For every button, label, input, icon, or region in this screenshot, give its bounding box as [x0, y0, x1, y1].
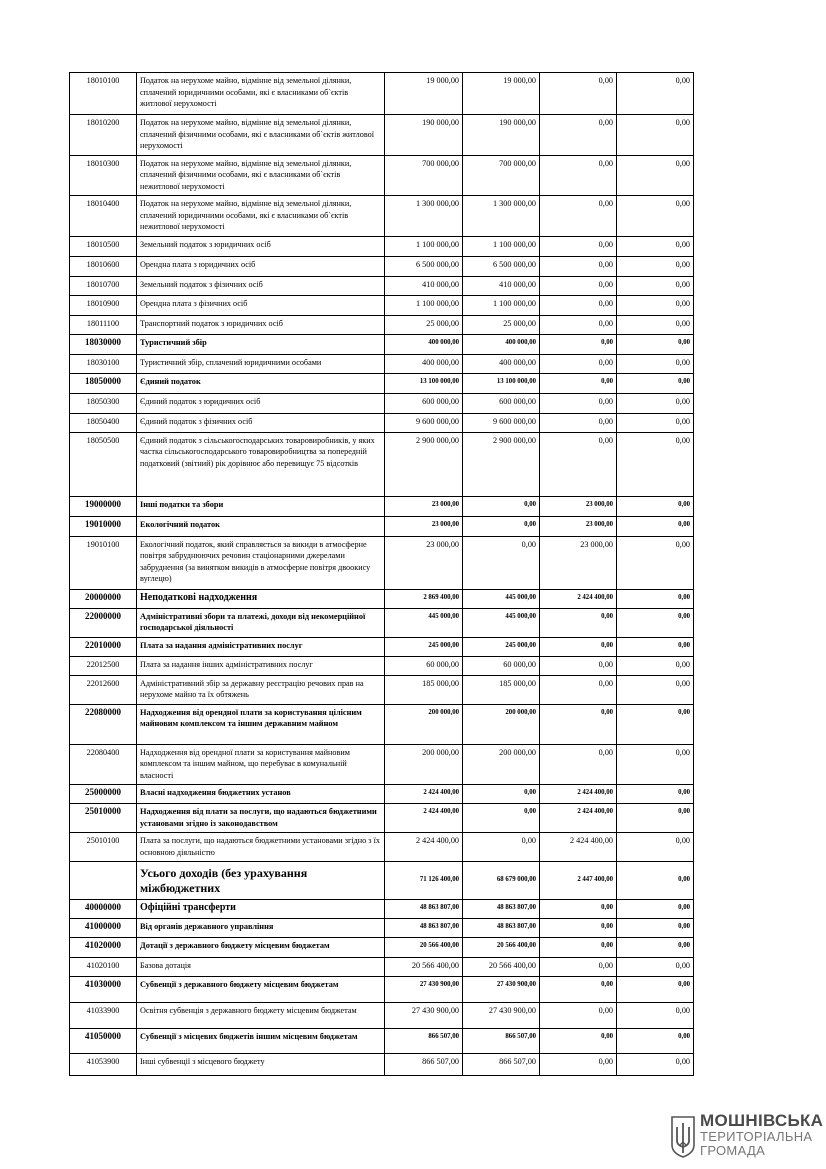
- table-row: [70, 804, 694, 833]
- row-code: 25000000: [70, 785, 137, 804]
- row-development-budget: 0,00: [617, 155, 694, 196]
- row-general-fund: 445 000,00: [463, 589, 540, 608]
- row-special-fund: 0,00: [540, 236, 617, 256]
- row-development-budget: 0,00: [617, 196, 694, 237]
- row-name: Податок на нерухоме майно, відмінне від земельної ділянки, сплачений фізичними особами, які є власниками об`єктів нежитлової нерухомості: [137, 155, 385, 196]
- row-code: 41030000: [70, 977, 137, 1003]
- table-row: [70, 919, 694, 938]
- row-code: 18010900: [70, 295, 137, 315]
- row-code: 18050500: [70, 432, 137, 496]
- row-name: Єдиний податок: [137, 373, 385, 393]
- row-code: 41000000: [70, 919, 137, 938]
- table-row: [70, 393, 694, 413]
- row-development-budget: 0,00: [617, 432, 694, 496]
- row-total: 9 600 000,00: [385, 413, 463, 432]
- row-development-budget: 0,00: [617, 413, 694, 432]
- row-special-fund: 0,00: [540, 393, 617, 413]
- row-code: 25010000: [70, 804, 137, 833]
- row-development-budget: 0,00: [617, 833, 694, 862]
- row-general-fund: 20 566 400,00: [463, 938, 540, 958]
- table-row: [70, 155, 694, 196]
- row-total: 185 000,00: [385, 675, 463, 704]
- row-code: 41033900: [70, 1003, 137, 1029]
- row-general-fund: 20 566 400,00: [463, 958, 540, 977]
- row-total: 71 126 400,00: [385, 862, 463, 900]
- row-general-fund: 48 863 807,00: [463, 900, 540, 919]
- row-code: 22000000: [70, 608, 137, 637]
- row-general-fund: 0,00: [463, 536, 540, 589]
- row-code: 18010700: [70, 276, 137, 295]
- row-name: Єдиний податок з фізичних осіб: [137, 413, 385, 432]
- row-total: 400 000,00: [385, 354, 463, 373]
- row-total: 60 000,00: [385, 656, 463, 675]
- table-row: [70, 413, 694, 432]
- row-name: Інші податки та збори: [137, 496, 385, 516]
- row-name: Земельний податок з фізичних осіб: [137, 276, 385, 295]
- row-code: 22080400: [70, 744, 137, 785]
- table-row: [70, 196, 694, 237]
- row-general-fund: 0,00: [463, 833, 540, 862]
- row-name: Податок на нерухоме майно, відмінне від земельної ділянки, сплачений юридичними особами, які є власниками об`єктів нежитлової нерухомості: [137, 196, 385, 237]
- row-special-fund: 0,00: [540, 938, 617, 958]
- row-special-fund: 0,00: [540, 608, 617, 637]
- row-special-fund: 0,00: [540, 637, 617, 656]
- row-general-fund: 6 500 000,00: [463, 256, 540, 276]
- row-special-fund: 0,00: [540, 1029, 617, 1054]
- row-name: Освітня субвенція з державного бюджету місцевим бюджетам: [137, 1003, 385, 1029]
- table-row: [70, 608, 694, 637]
- row-development-budget: 0,00: [617, 115, 694, 156]
- row-development-budget: 0,00: [617, 536, 694, 589]
- row-general-fund: 1 100 000,00: [463, 295, 540, 315]
- row-development-budget: 0,00: [617, 295, 694, 315]
- table-row: [70, 1003, 694, 1029]
- row-development-budget: 0,00: [617, 637, 694, 656]
- row-name: Податок на нерухоме майно, відмінне від земельної ділянки, сплачений фізичними особами, які є власниками об`єктів житлової нерухомості: [137, 115, 385, 156]
- row-code: [70, 862, 137, 900]
- row-name: Інші субвенції з місцевого бюджету: [137, 1054, 385, 1076]
- row-code: 40000000: [70, 900, 137, 919]
- row-total: 1 100 000,00: [385, 295, 463, 315]
- table-row: [70, 354, 694, 373]
- row-development-budget: 0,00: [617, 804, 694, 833]
- row-general-fund: 27 430 900,00: [463, 1003, 540, 1029]
- row-general-fund: 200 000,00: [463, 704, 540, 744]
- table-row: [70, 637, 694, 656]
- table-row: [70, 115, 694, 156]
- row-code: 18011100: [70, 315, 137, 334]
- row-development-budget: 0,00: [617, 334, 694, 354]
- table-row: [70, 496, 694, 516]
- row-development-budget: 0,00: [617, 744, 694, 785]
- row-special-fund: 23 000,00: [540, 496, 617, 516]
- row-code: 22012600: [70, 675, 137, 704]
- row-total: 23 000,00: [385, 516, 463, 536]
- row-total: 245 000,00: [385, 637, 463, 656]
- row-general-fund: 866 507,00: [463, 1054, 540, 1076]
- row-development-budget: 0,00: [617, 393, 694, 413]
- row-name: Орендна плата з юридичних осіб: [137, 256, 385, 276]
- row-name: Плата за надання інших адміністративних послуг: [137, 656, 385, 675]
- table-row: [70, 256, 694, 276]
- row-development-budget: 0,00: [617, 496, 694, 516]
- row-total: 866 507,00: [385, 1029, 463, 1054]
- row-code: 18050400: [70, 413, 137, 432]
- row-special-fund: 2 424 400,00: [540, 785, 617, 804]
- row-development-budget: 0,00: [617, 276, 694, 295]
- row-special-fund: 0,00: [540, 977, 617, 1003]
- row-total: 23 000,00: [385, 496, 463, 516]
- logo-line-2: ТЕРИТОРІАЛЬНА: [700, 1129, 813, 1144]
- row-total: 2 900 000,00: [385, 432, 463, 496]
- row-total: 20 566 400,00: [385, 958, 463, 977]
- row-special-fund: 23 000,00: [540, 516, 617, 536]
- table-row: [70, 900, 694, 919]
- row-special-fund: 0,00: [540, 315, 617, 334]
- table-row: [70, 276, 694, 295]
- table-row: [70, 1054, 694, 1076]
- table-row: [70, 656, 694, 675]
- row-total: 6 500 000,00: [385, 256, 463, 276]
- row-special-fund: 2 447 400,00: [540, 862, 617, 900]
- row-development-budget: 0,00: [617, 938, 694, 958]
- row-total: 27 430 900,00: [385, 1003, 463, 1029]
- row-development-budget: 0,00: [617, 656, 694, 675]
- row-name: Транспортний податок з юридичних осіб: [137, 315, 385, 334]
- row-special-fund: 0,00: [540, 744, 617, 785]
- row-code: 18010600: [70, 256, 137, 276]
- logo-line-1: МОШНІВСЬКА: [700, 1111, 824, 1130]
- row-name: Єдиний податок з сільськогосподарських товаровиробників, у яких частка сільськогосподарського товаровиробництва за попередній податковий (звітний) рік дорівнює або перевищує 75 відсотків: [137, 432, 385, 496]
- row-name: Базова дотація: [137, 958, 385, 977]
- row-development-budget: 0,00: [617, 608, 694, 637]
- row-code: 18030100: [70, 354, 137, 373]
- row-development-budget: 0,00: [617, 977, 694, 1003]
- row-development-budget: 0,00: [617, 785, 694, 804]
- row-general-fund: 19 000,00: [463, 73, 540, 115]
- row-name: Офіційні трансферти: [137, 900, 385, 919]
- row-name: Дотації з державного бюджету місцевим бюджетам: [137, 938, 385, 958]
- row-development-budget: 0,00: [617, 516, 694, 536]
- row-total: 200 000,00: [385, 744, 463, 785]
- row-general-fund: 0,00: [463, 804, 540, 833]
- row-name: Надходження від плати за послуги, що надаються бюджетними установами згідно із законодавством: [137, 804, 385, 833]
- row-development-budget: 0,00: [617, 256, 694, 276]
- row-code: 18010300: [70, 155, 137, 196]
- row-name: Неподаткові надходження: [137, 589, 385, 608]
- row-total: 190 000,00: [385, 115, 463, 156]
- row-name: Плата за послуги, що надаються бюджетними установами згідно з їх основною діяльністю: [137, 833, 385, 862]
- row-special-fund: 0,00: [540, 1054, 617, 1076]
- row-development-budget: 0,00: [617, 236, 694, 256]
- row-general-fund: 9 600 000,00: [463, 413, 540, 432]
- row-general-fund: 2 900 000,00: [463, 432, 540, 496]
- row-development-budget: 0,00: [617, 675, 694, 704]
- row-total: 25 000,00: [385, 315, 463, 334]
- row-development-budget: 0,00: [617, 919, 694, 938]
- row-general-fund: 27 430 900,00: [463, 977, 540, 1003]
- row-code: 41053900: [70, 1054, 137, 1076]
- table-row: [70, 536, 694, 589]
- table-row: [70, 589, 694, 608]
- row-total: 400 000,00: [385, 334, 463, 354]
- row-special-fund: 0,00: [540, 704, 617, 744]
- row-general-fund: 410 000,00: [463, 276, 540, 295]
- row-special-fund: 0,00: [540, 1003, 617, 1029]
- row-special-fund: 0,00: [540, 73, 617, 115]
- row-development-budget: 0,00: [617, 373, 694, 393]
- row-development-budget: 0,00: [617, 958, 694, 977]
- row-development-budget: 0,00: [617, 704, 694, 744]
- row-total: 200 000,00: [385, 704, 463, 744]
- row-general-fund: 700 000,00: [463, 155, 540, 196]
- row-total: 27 430 900,00: [385, 977, 463, 1003]
- row-code: 18010500: [70, 236, 137, 256]
- row-name: Надходження від орендної плати за користування цілісним майновим комплексом та іншим державним майном: [137, 704, 385, 744]
- row-general-fund: 0,00: [463, 516, 540, 536]
- row-name: Власні надходження бюджетних установ: [137, 785, 385, 804]
- row-special-fund: 2 424 400,00: [540, 804, 617, 833]
- row-code: 18010200: [70, 115, 137, 156]
- row-total: 445 000,00: [385, 608, 463, 637]
- row-development-budget: 0,00: [617, 315, 694, 334]
- row-special-fund: 0,00: [540, 900, 617, 919]
- row-special-fund: 2 424 400,00: [540, 833, 617, 862]
- row-total: 23 000,00: [385, 536, 463, 589]
- row-code: 18010100: [70, 73, 137, 115]
- row-code: 25010100: [70, 833, 137, 862]
- logo-text: [700, 1112, 823, 1158]
- row-general-fund: 0,00: [463, 785, 540, 804]
- row-total: 2 424 400,00: [385, 833, 463, 862]
- row-general-fund: 400 000,00: [463, 334, 540, 354]
- table-row: [70, 315, 694, 334]
- row-general-fund: 600 000,00: [463, 393, 540, 413]
- row-special-fund: 0,00: [540, 276, 617, 295]
- row-special-fund: 0,00: [540, 919, 617, 938]
- row-general-fund: 60 000,00: [463, 656, 540, 675]
- row-code: 22010000: [70, 637, 137, 656]
- row-name: Екологічний податок, який справляється за викиди в атмосферне повітря забруднюючих речовин стаціонарними джерелами забруднення (за винятком викидів в атмосферне повітря двоокису вуглецю): [137, 536, 385, 589]
- table-row: [70, 334, 694, 354]
- table-row: [70, 938, 694, 958]
- table-row: [70, 516, 694, 536]
- table-row: [70, 958, 694, 977]
- row-special-fund: 0,00: [540, 958, 617, 977]
- row-general-fund: 48 863 807,00: [463, 919, 540, 938]
- row-code: 19000000: [70, 496, 137, 516]
- row-total: 410 000,00: [385, 276, 463, 295]
- row-code: 41020100: [70, 958, 137, 977]
- row-development-budget: 0,00: [617, 1029, 694, 1054]
- row-name: Від органів державного управління: [137, 919, 385, 938]
- row-code: 18050300: [70, 393, 137, 413]
- table-row: [70, 833, 694, 862]
- row-name: Надходження від орендної плати за користування майновим комплексом та іншим майном, що перебуває в комунальній власності: [137, 744, 385, 785]
- row-general-fund: 68 679 000,00: [463, 862, 540, 900]
- row-development-budget: 0,00: [617, 900, 694, 919]
- row-general-fund: 200 000,00: [463, 744, 540, 785]
- row-general-fund: 25 000,00: [463, 315, 540, 334]
- trident-emblem-icon: [670, 1115, 696, 1159]
- revenue-table: [69, 72, 694, 1076]
- row-general-fund: 13 100 000,00: [463, 373, 540, 393]
- row-special-fund: 0,00: [540, 432, 617, 496]
- row-development-budget: 0,00: [617, 589, 694, 608]
- row-name: Орендна плата з фізичних осіб: [137, 295, 385, 315]
- row-special-fund: 0,00: [540, 334, 617, 354]
- row-special-fund: 0,00: [540, 295, 617, 315]
- row-total: 48 863 807,00: [385, 919, 463, 938]
- row-general-fund: 185 000,00: [463, 675, 540, 704]
- table-row: [70, 862, 694, 900]
- row-development-budget: 0,00: [617, 354, 694, 373]
- revenue-table-body: [70, 73, 694, 1076]
- row-code: 20000000: [70, 589, 137, 608]
- row-name: Туристичний збір: [137, 334, 385, 354]
- table-row: [70, 432, 694, 496]
- row-total: 2 424 400,00: [385, 785, 463, 804]
- row-code: 18010400: [70, 196, 137, 237]
- row-total: 2 424 400,00: [385, 804, 463, 833]
- table-row: [70, 295, 694, 315]
- table-row: [70, 977, 694, 1003]
- row-code: 22080000: [70, 704, 137, 744]
- row-total: 700 000,00: [385, 155, 463, 196]
- table-row: [70, 675, 694, 704]
- table-row: [70, 744, 694, 785]
- row-development-budget: 0,00: [617, 1054, 694, 1076]
- row-development-budget: 0,00: [617, 73, 694, 115]
- row-code: 41050000: [70, 1029, 137, 1054]
- row-general-fund: 400 000,00: [463, 354, 540, 373]
- table-row: [70, 704, 694, 744]
- row-total: 13 100 000,00: [385, 373, 463, 393]
- row-general-fund: 190 000,00: [463, 115, 540, 156]
- row-development-budget: 0,00: [617, 1003, 694, 1029]
- table-row: [70, 236, 694, 256]
- row-special-fund: 0,00: [540, 155, 617, 196]
- row-name: Субвенції з державного бюджету місцевим бюджетам: [137, 977, 385, 1003]
- row-total: 1 100 000,00: [385, 236, 463, 256]
- row-total: 2 869 400,00: [385, 589, 463, 608]
- table-row: [70, 73, 694, 115]
- row-special-fund: 0,00: [540, 413, 617, 432]
- row-code: 18050000: [70, 373, 137, 393]
- row-general-fund: 1 100 000,00: [463, 236, 540, 256]
- table-row: [70, 373, 694, 393]
- row-name: Плата за надання адміністративних послуг: [137, 637, 385, 656]
- row-development-budget: 0,00: [617, 862, 694, 900]
- row-name: Субвенції з місцевих бюджетів іншим місцевим бюджетам: [137, 1029, 385, 1054]
- row-special-fund: 0,00: [540, 373, 617, 393]
- row-name: Адміністративний збір за державну реєстрацію речових прав на нерухоме майно та їх обтяжень: [137, 675, 385, 704]
- row-code: 41020000: [70, 938, 137, 958]
- row-special-fund: 0,00: [540, 196, 617, 237]
- row-total: 19 000,00: [385, 73, 463, 115]
- row-code: 19010000: [70, 516, 137, 536]
- row-general-fund: 445 000,00: [463, 608, 540, 637]
- row-special-fund: 0,00: [540, 115, 617, 156]
- logo-line-3: ГРОМАДА: [700, 1143, 766, 1158]
- row-general-fund: 0,00: [463, 496, 540, 516]
- table-row: [70, 785, 694, 804]
- row-total: 20 566 400,00: [385, 938, 463, 958]
- row-special-fund: 23 000,00: [540, 536, 617, 589]
- row-name: Усього доходів (без урахування міжбюджетних: [137, 862, 385, 900]
- table-row: [70, 1029, 694, 1054]
- row-name: Туристичний збір, сплачений юридичними особами: [137, 354, 385, 373]
- row-general-fund: 866 507,00: [463, 1029, 540, 1054]
- row-total: 48 863 807,00: [385, 900, 463, 919]
- row-total: 866 507,00: [385, 1054, 463, 1076]
- row-special-fund: 0,00: [540, 256, 617, 276]
- row-special-fund: 0,00: [540, 675, 617, 704]
- row-name: Екологічний податок: [137, 516, 385, 536]
- row-code: 18030000: [70, 334, 137, 354]
- row-code: 19010100: [70, 536, 137, 589]
- row-name: Адміністративні збори та платежі, доходи від некомерційної господарської діяльності: [137, 608, 385, 637]
- row-name: Земельний податок з юридичних осіб: [137, 236, 385, 256]
- row-special-fund: 2 424 400,00: [540, 589, 617, 608]
- row-special-fund: 0,00: [540, 354, 617, 373]
- community-logo: [670, 1111, 824, 1164]
- row-special-fund: 0,00: [540, 656, 617, 675]
- row-general-fund: 245 000,00: [463, 637, 540, 656]
- row-total: 1 300 000,00: [385, 196, 463, 237]
- row-code: 22012500: [70, 656, 137, 675]
- row-name: Податок на нерухоме майно, відмінне від земельної ділянки, сплачений юридичними особами, які є власниками об`єктів житлової нерухомості: [137, 73, 385, 115]
- row-name: Єдиний податок з юридичних осіб: [137, 393, 385, 413]
- row-total: 600 000,00: [385, 393, 463, 413]
- row-general-fund: 1 300 000,00: [463, 196, 540, 237]
